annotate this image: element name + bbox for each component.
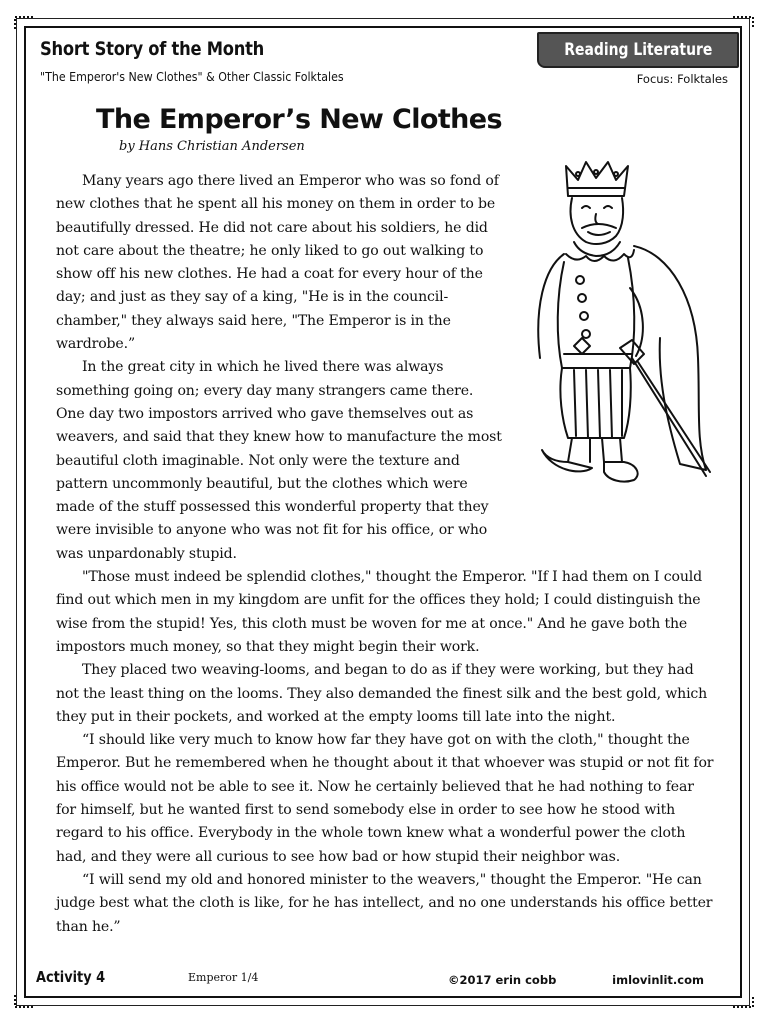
footer [36,968,716,990]
story-paragraph: "Those must indeed be splendid clothes," thought the Emperor. "If I had them on I could find out which men in my kingdom are unfit for the offices they hold; I could distinguish the wise from the stupid! Yes, this cloth must be woven for me at once." And he gave both the impostors much money, so that they might begin their work. [56,569,703,655]
footer-copyright: ©2017 erin cobb [448,973,557,987]
footer-site-link[interactable]: imlovinlit.com [612,973,704,987]
story-title: The Emperor’s New Clothes [96,104,502,135]
focus-label: Focus: Folktales [636,72,728,86]
corner-ornament-top-left [14,16,36,30]
series-subtitle: "The Emperor's New Clothes" & Other Classic Folktales [40,70,344,84]
story-paragraph: “I will send my old and honored minister to the weavers," thought the Emperor. "He can judge best what the cloth is like, for he has intellect, and no one understands his office better than he.” [56,871,713,935]
story-author: by Hans Christian Andersen [119,139,305,154]
corner-ornament-bottom-right [732,994,754,1008]
series-title: Short Story of the Month [40,38,265,60]
category-tab [537,32,739,68]
emperor-illustration [520,158,720,488]
story-paragraph: In the great city in which he lived there was always something going on; every day many strangers came there. One day two impostors arrived who gave themselves out as weavers, and said that they knew how to manufacture the most beautiful cloth imaginable. Not only were the texture and pattern uncommonly beautiful, but the clothes which were made of the stuff possessed this wonderful property that they were invisible to anyone who was not fit for his office, or who was unpardonably stupid. [56,359,502,562]
story-paragraph: Many years ago there lived an Emperor who was so fond of new clothes that he spent all his money on them in order to be beautifully dressed. He did not care about his soldiers, he did not care about the theatre; he only liked to go out walking to show off his new clothes. He had a coat for every hour of the day; and just as they say of a king, "He is in the council-chamber," they always said here, "The Emperor is in the wardrobe.” [56,173,499,353]
corner-ornament-bottom-left [14,994,36,1008]
corner-ornament-top-right [732,16,754,30]
category-label: Reading Literature [563,40,713,60]
story-paragraph: They placed two weaving-looms, and began to do as if they were working, but they had not the least thing on the looms. They also demanded the finest silk and the best gold, which they put in their pockets, and worked at the empty looms till late into the night. [56,662,708,725]
footer-page-label: Emperor 1/4 [188,971,259,984]
footer-activity: Activity 4 [36,968,106,986]
story-paragraph: “I should like very much to know how far they have got on with the cloth," thought the Emperor. But he remembered when he thought about it that whoever was stupid or not fit for his office would not be able to see it. Now he certainly believed that he had nothing to fear for himself, but he wanted first to send somebody else in order to see how he stood with regard to his office. Everybody in the whole town knew what a wonderful power the cloth had, and they were all curious to see how bad or how stupid their neighbor was. [56,732,714,865]
